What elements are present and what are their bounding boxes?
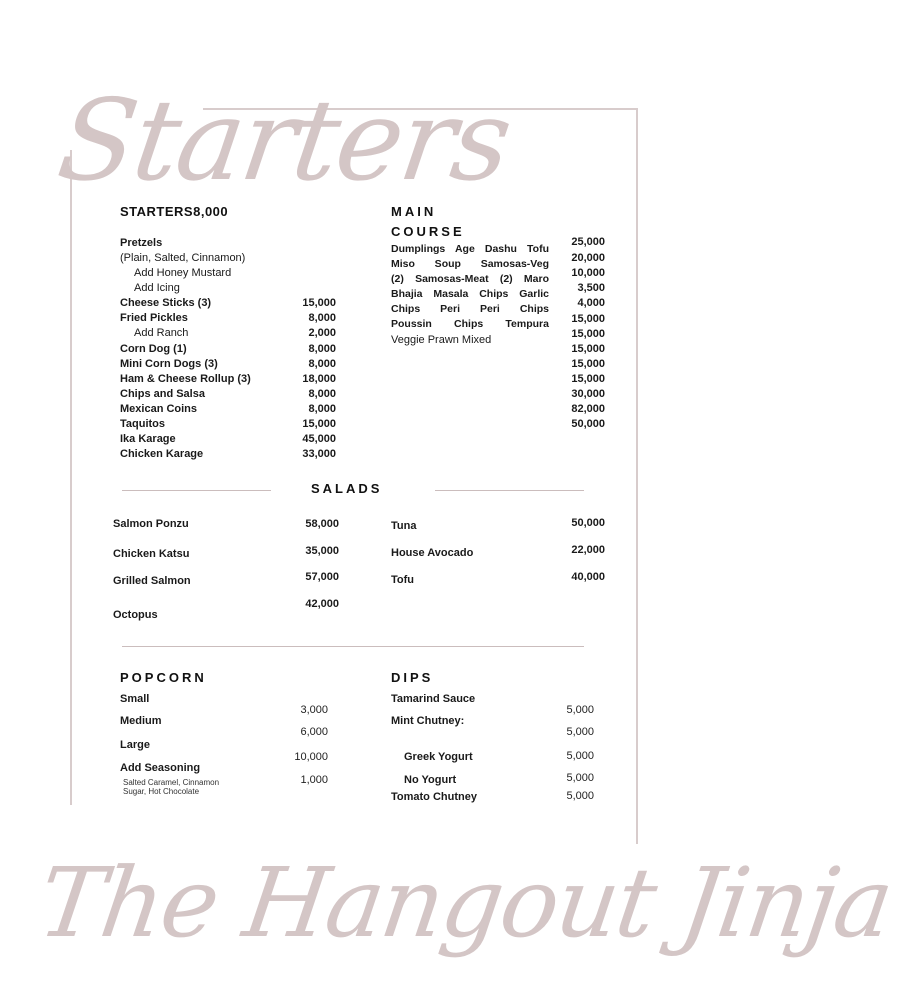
dip-item: Tomato Chutney	[391, 791, 477, 803]
main-course-price: 82,000	[571, 403, 605, 415]
popcorn-item: Large	[120, 739, 150, 751]
main-course-price: 15,000	[571, 343, 605, 355]
main-course-text: Bhajia Masala Chips Garlic	[391, 288, 549, 300]
popcorn-item: Medium	[120, 715, 162, 727]
starter-price: 8,000	[308, 358, 336, 370]
starter-price: 18,000	[302, 373, 336, 385]
starter-price: 8,000	[308, 343, 336, 355]
main-course-text: Dumplings Age Dashu Tofu	[391, 243, 549, 255]
dip-price: 5,000	[566, 704, 594, 716]
starter-price: 2,000	[308, 327, 336, 339]
popcorn-seasoning-note: Sugar, Hot Chocolate	[123, 787, 200, 796]
starters-heading	[120, 204, 228, 219]
salad-price: 58,000	[305, 518, 339, 530]
main-course-price: 15,000	[571, 328, 605, 340]
starter-price: 45,000	[302, 433, 336, 445]
salad-price: 42,000	[305, 598, 339, 610]
starter-name: Ika Karage	[120, 433, 176, 445]
salads-heading: SALADS	[311, 481, 383, 496]
starter-name: Fried Pickles	[120, 312, 188, 324]
popcorn-price: 1,000	[300, 774, 328, 786]
starter-price: 8,000	[308, 312, 336, 324]
starters-heading-price: 8,000	[193, 204, 229, 219]
dip-item: Tamarind Sauce	[391, 693, 476, 705]
starters-script-title: Starters	[50, 76, 518, 206]
starter-name: Add Ranch	[134, 327, 189, 339]
starter-price: 15,000	[302, 418, 336, 430]
section-divider	[122, 646, 584, 647]
starter-price: 8,000	[308, 388, 336, 400]
dips-heading: DIPS	[391, 670, 434, 685]
starter-name: Add Icing	[134, 282, 180, 294]
main-course-price: 50,000	[571, 418, 605, 430]
hangout-jinja-script-footer: The Hangout Jinja	[32, 847, 898, 959]
frame-line-right	[636, 108, 638, 844]
main-course-text: Veggie Prawn Mixed	[391, 334, 492, 346]
starter-name: Mexican Coins	[120, 403, 198, 415]
dip-item: Greek Yogurt	[404, 751, 473, 763]
main-course-price: 15,000	[571, 358, 605, 370]
main-course-heading-line1: MAIN	[391, 204, 437, 219]
starter-name: Corn Dog (1)	[120, 343, 187, 355]
popcorn-item: Add Seasoning	[120, 762, 201, 774]
dip-price: 5,000	[566, 772, 594, 784]
starter-price: 33,000	[302, 448, 336, 460]
salad-name: Chicken Katsu	[113, 548, 190, 560]
dip-item: Mint Chutney:	[391, 715, 465, 727]
popcorn-price: 3,000	[300, 704, 328, 716]
starter-name: Taquitos	[120, 418, 166, 430]
main-course-price: 20,000	[571, 252, 605, 264]
starter-name: Cheese Sticks (3)	[120, 297, 212, 309]
popcorn-heading: POPCORN	[120, 670, 207, 685]
main-course-text: Poussin Chips Tempura	[391, 318, 549, 330]
starter-price: 15,000	[302, 297, 336, 309]
salad-price: 22,000	[571, 544, 605, 556]
dip-price: 5,000	[566, 790, 594, 802]
popcorn-seasoning-note: Salted Caramel, Cinnamon	[123, 778, 220, 787]
salad-price: 50,000	[571, 517, 605, 529]
main-course-price: 25,000	[571, 236, 605, 248]
salads-rule-left	[122, 490, 271, 491]
popcorn-price: 10,000	[294, 751, 328, 763]
dip-price: 5,000	[566, 726, 594, 738]
salad-name: Grilled Salmon	[113, 575, 191, 587]
main-course-text: (2) Samosas-Meat (2) Maro	[391, 273, 549, 285]
salad-name: Octopus	[113, 609, 158, 621]
popcorn-item: Small	[120, 693, 150, 705]
salad-name: Tofu	[391, 574, 415, 586]
main-course-price: 15,000	[571, 313, 605, 325]
starter-name: Ham & Cheese Rollup (3)	[120, 373, 251, 385]
starter-name: Pretzels	[120, 237, 163, 249]
main-course-text: Chips Peri Peri Chips	[391, 303, 549, 315]
salads-rule-right	[435, 490, 584, 491]
main-course-price: 10,000	[571, 267, 605, 279]
popcorn-price: 6,000	[300, 726, 328, 738]
main-course-price: 3,500	[577, 282, 605, 294]
starter-name: (Plain, Salted, Cinnamon)	[120, 252, 246, 264]
starter-name: Add Honey Mustard	[134, 267, 232, 279]
frame-line-left	[70, 150, 72, 805]
starters-heading-label: STARTERS	[120, 204, 194, 219]
main-course-price: 4,000	[577, 297, 605, 309]
starter-price: 8,000	[308, 403, 336, 415]
main-course-price: 30,000	[571, 388, 605, 400]
salad-price: 40,000	[571, 571, 605, 583]
dip-price: 5,000	[566, 750, 594, 762]
starter-name: Mini Corn Dogs (3)	[120, 358, 218, 370]
starter-name: Chicken Karage	[120, 448, 204, 460]
main-course-price: 15,000	[571, 373, 605, 385]
starter-name: Chips and Salsa	[120, 388, 205, 400]
salad-price: 35,000	[305, 545, 339, 557]
main-course-text: Miso Soup Samosas-Veg	[391, 258, 549, 270]
salad-name: House Avocado	[391, 547, 474, 559]
salad-name: Salmon Ponzu	[113, 518, 189, 530]
salad-price: 57,000	[305, 571, 339, 583]
main-course-heading-line2: COURSE	[391, 224, 465, 239]
salad-name: Tuna	[391, 520, 417, 532]
dip-item: No Yogurt	[404, 774, 457, 786]
